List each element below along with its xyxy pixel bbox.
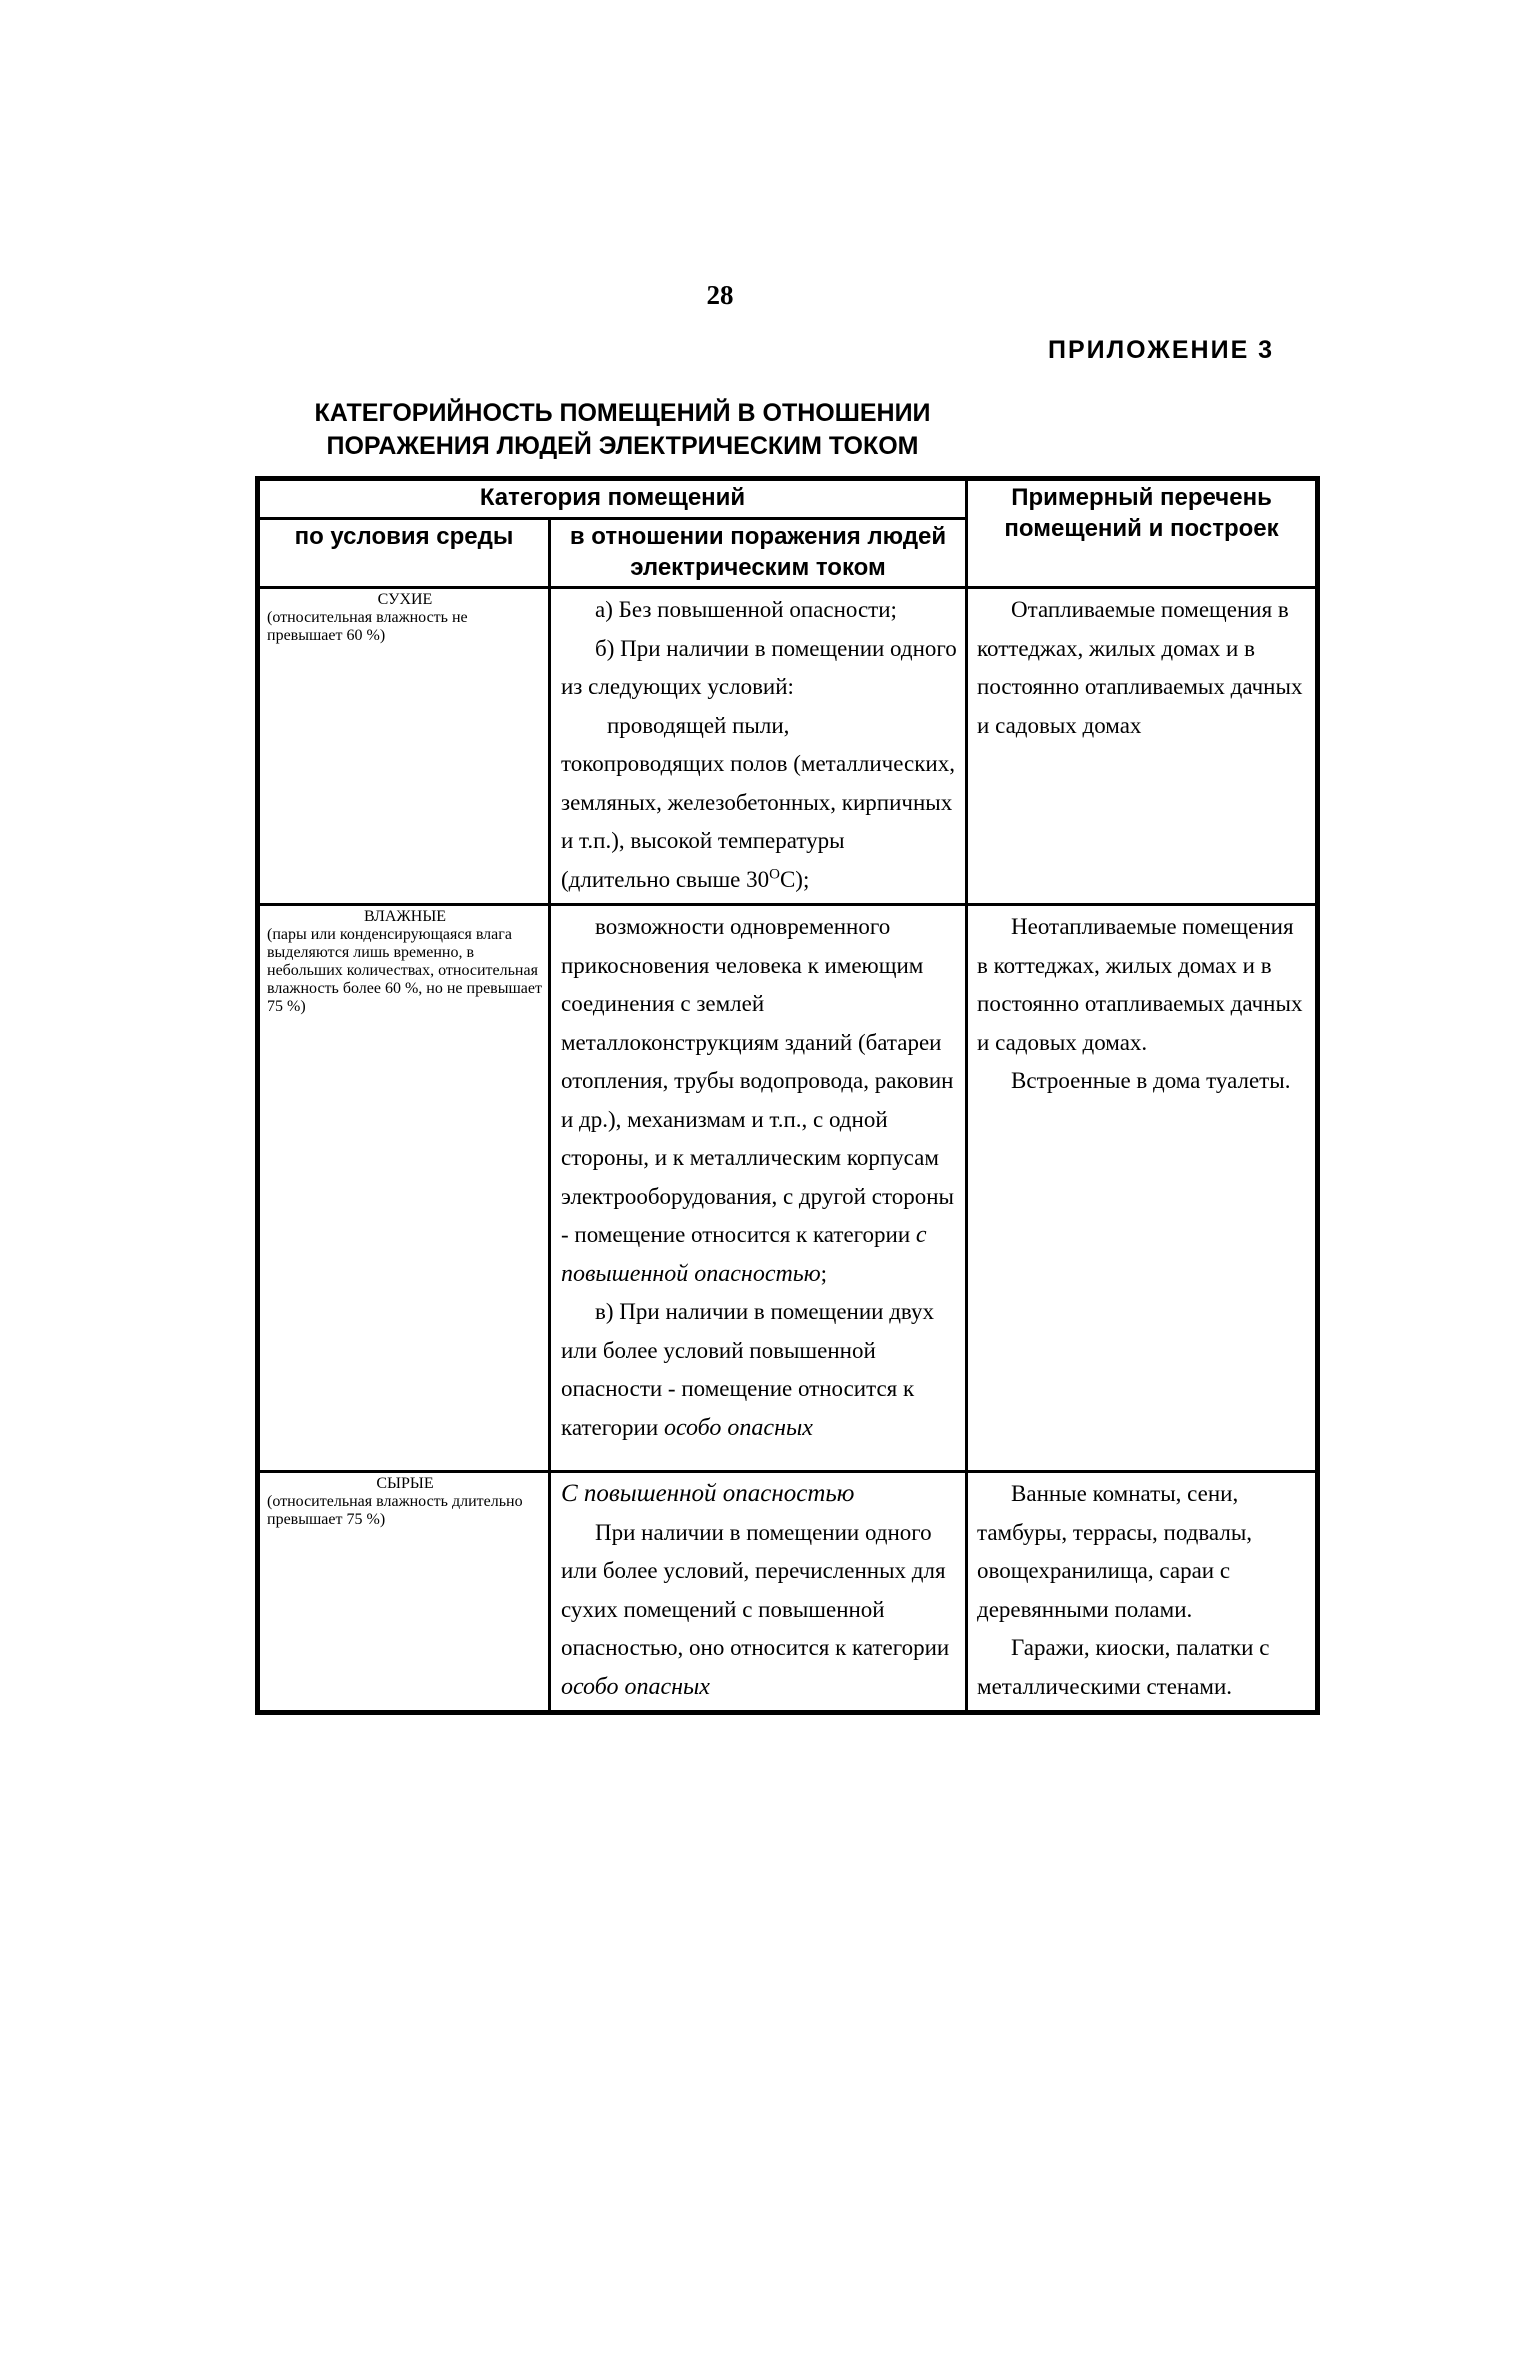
cell-humid-danger (550, 905, 967, 1472)
header-category-group: Категория помещений (258, 479, 967, 519)
document-title-line1: КАТЕГОРИЙНОСТЬ ПОМЕЩЕНИЙ В ОТНОШЕНИИ (314, 399, 931, 427)
table-row-dry (258, 588, 1318, 905)
document-title-line2: ПОРАЖЕНИЯ ЛЮДЕЙ ЭЛЕКТРИЧЕСКИМ ТОКОМ (326, 432, 919, 460)
cell-humid-environment (258, 905, 550, 1472)
dry-danger-item-a: а) Без повышенной опасности; (595, 597, 897, 622)
document-title (265, 397, 980, 463)
dry-danger-floors (561, 745, 957, 899)
damp-title: СЫРЫЕ (376, 1475, 434, 1492)
humid-danger-p1-term: с повышенной опасностью (561, 1222, 927, 1287)
dry-danger-dust: проводящей пыли, (607, 712, 790, 738)
humid-danger-p1-text: возможности одновременного прикосновения человека к имеющим соединения с землей металлоконструкциям зданий (батареи отопления, трубы водопровода, раковин и др.), механизмам и т.п., с одной стороны, и к металлическим корпусам электрооборудования, с другой стороны - помещение относится к категории (561, 914, 954, 1247)
cell-damp-danger (550, 1472, 967, 1713)
dry-examples-paragraph: Отапливаемые помещения в коттеджах, жилых домах и в постоянно отапливаемых дачных и садовых домах (977, 597, 1303, 738)
cell-dry-danger (550, 588, 967, 905)
degree-superscript: О (769, 865, 780, 882)
humid-title: ВЛАЖНЫЕ (363, 908, 447, 925)
page-number: 28 (706, 280, 734, 310)
damp-examples-paragraph-1: Ванные комнаты, сени, тамбуры, террасы, подвалы, овощехранилища, сараи с деревянными полами. (977, 1481, 1253, 1622)
header-row-group (258, 479, 1318, 519)
dry-danger-item-b: б) При наличии в помещении одного из следующих условий: (561, 635, 957, 699)
cell-humid-examples (967, 905, 1318, 1472)
cell-dry-environment (258, 588, 550, 905)
damp-danger-paragraph (561, 1514, 957, 1707)
header-examples: Примерный перечень помещений и построек (967, 479, 1318, 588)
cell-damp-environment (258, 1472, 550, 1713)
header-danger: в отношении поражения людей электрическим током (550, 519, 967, 588)
dry-title: СУХИЕ (377, 591, 433, 608)
humid-danger-paragraph-2 (561, 1293, 957, 1447)
humid-note: (пары или конденсирующаяся влага выделяются лишь временно, в небольших количествах, относительная влажность более 60 %, но не превышает 75 %) (267, 926, 542, 1015)
humid-danger-p2-term: особо опасных (663, 1414, 813, 1441)
humid-examples-paragraph-2: Встроенные в дома туалеты. (1011, 1068, 1291, 1093)
damp-examples-paragraph-2: Гаражи, киоски, палатки с металлическими стенами. (977, 1635, 1270, 1699)
dry-note: (относительная влажность не превышает 60 %) (267, 609, 468, 644)
appendix-heading: ПРИЛОЖЕНИЕ 3 (1048, 336, 1275, 364)
header-environment: по условия среды (258, 519, 550, 588)
cell-damp-examples (967, 1472, 1318, 1713)
table-row-humid (258, 905, 1318, 1472)
categories-table (255, 476, 1320, 1715)
dry-danger-floors-text: токопроводящих полов (металлических, земляных, железобетонных, кирпичных и т.п.), высокой температуры (длительно свыше 30 (561, 751, 955, 892)
humid-danger-p2-text: в) При наличии в помещении двух или более условий повышенной опасности - помещение относится к категории (561, 1299, 934, 1440)
humid-danger-paragraph-1 (561, 908, 957, 1293)
dry-danger-floors-end: С); (779, 866, 810, 892)
damp-danger-p1-text: При наличии в помещении одного или более условий, перечисленных для сухих помещений с повышенной опасностью, оно относится к категории (561, 1519, 950, 1660)
cell-dry-examples (967, 588, 1318, 905)
humid-danger-p1-end: ; (820, 1260, 828, 1286)
damp-danger-p1-term: особо опасных (561, 1673, 710, 1700)
damp-danger-heading: С повышенной опасностью (561, 1480, 855, 1507)
humid-examples-paragraph-1: Неотапливаемые помещения в коттеджах, жилых домах и в постоянно отапливаемых дачных и садовых домах. (977, 914, 1303, 1055)
table-row-damp (258, 1472, 1318, 1713)
damp-note: (относительная влажность длительно превышает 75 %) (267, 1493, 523, 1528)
